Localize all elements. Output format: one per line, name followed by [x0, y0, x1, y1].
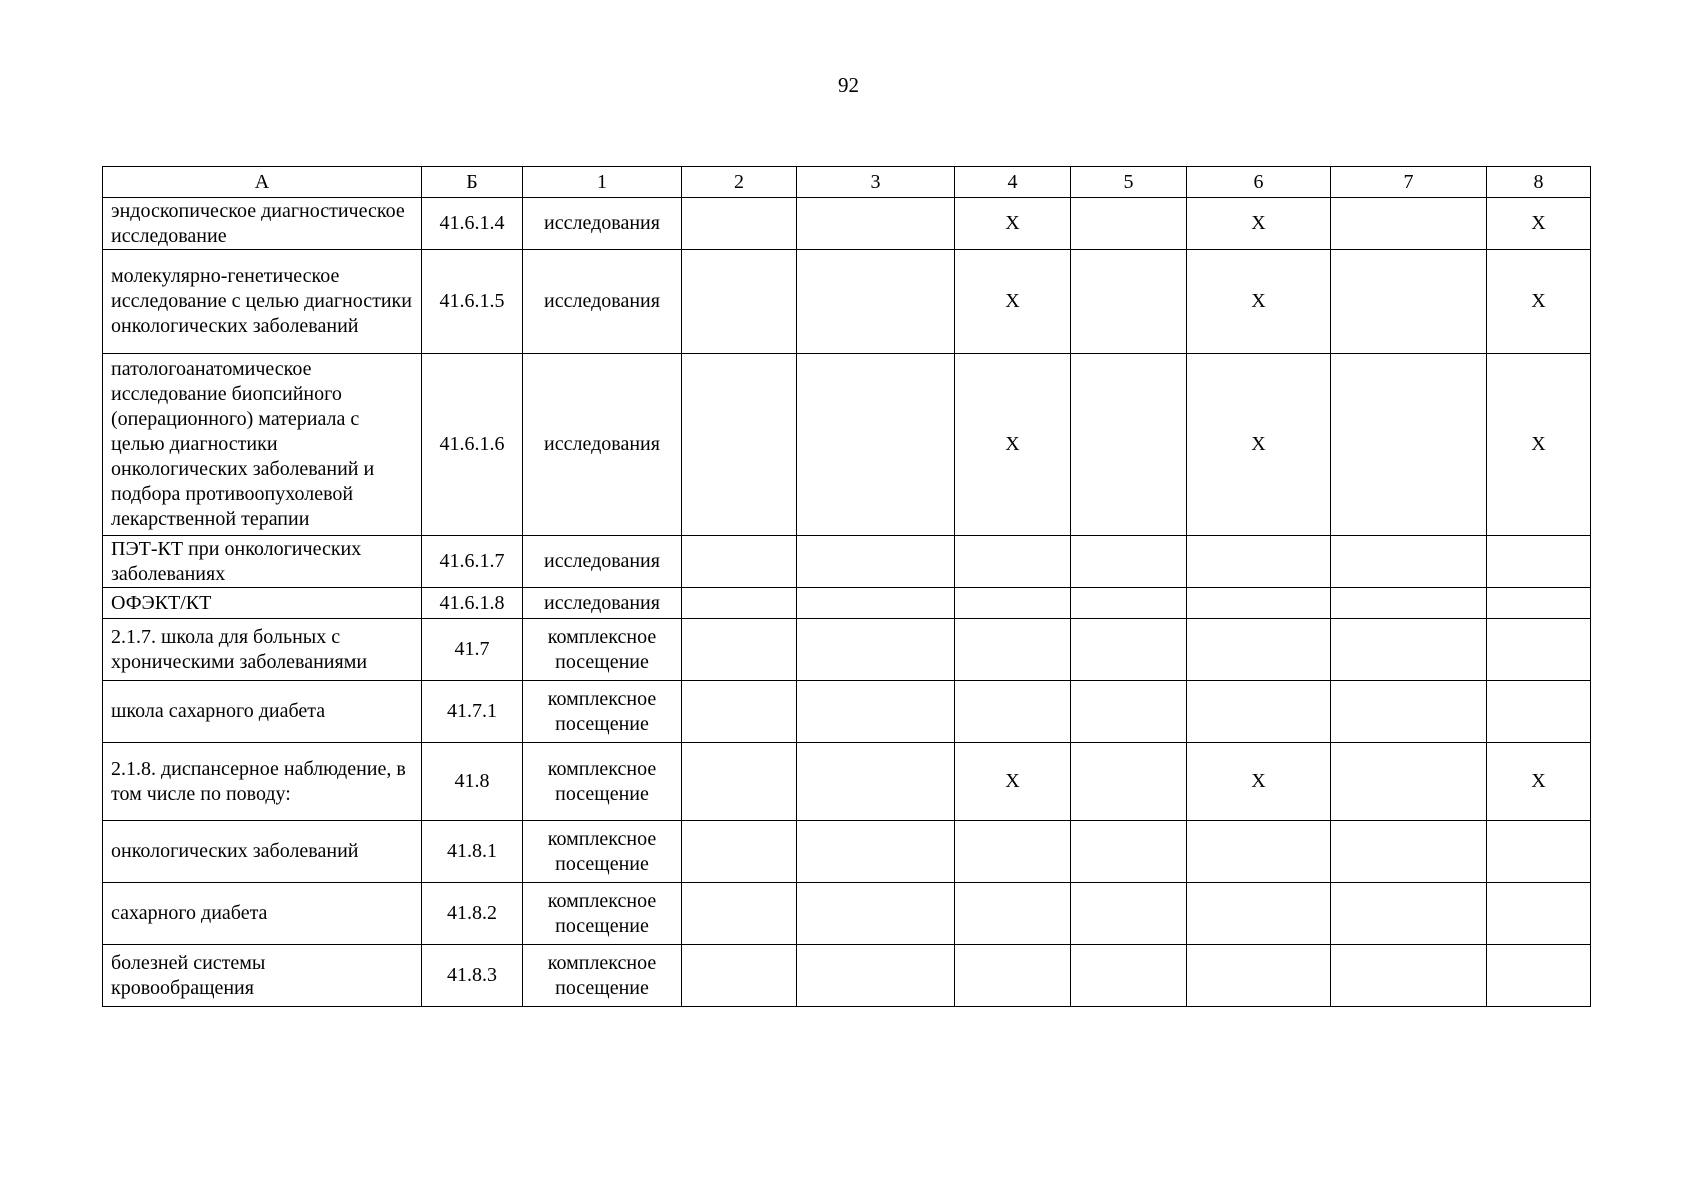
value-cell — [682, 354, 797, 536]
row-code-cell: 41.7.1 — [422, 681, 523, 743]
table-row — [103, 619, 1591, 681]
value-cell — [1071, 821, 1187, 883]
value-cell: X — [1187, 198, 1331, 250]
value-cell — [1331, 945, 1487, 1007]
row-unit-cell: комплексное посещение — [523, 821, 682, 883]
column-header: 2 — [682, 167, 797, 198]
table-body — [103, 198, 1591, 1007]
row-code-cell: 41.6.1.6 — [422, 354, 523, 536]
row-unit-cell: комплексное посещение — [523, 619, 682, 681]
table-row — [103, 198, 1591, 250]
value-cell — [797, 536, 955, 588]
value-cell — [1487, 883, 1591, 945]
value-cell: X — [955, 198, 1071, 250]
row-code-cell: 41.8.1 — [422, 821, 523, 883]
value-cell — [1187, 945, 1331, 1007]
value-cell — [797, 250, 955, 354]
table-row — [103, 743, 1591, 821]
row-code-cell: 41.6.1.5 — [422, 250, 523, 354]
value-cell — [955, 536, 1071, 588]
value-cell — [1071, 588, 1187, 619]
table-row — [103, 945, 1591, 1007]
value-cell — [955, 588, 1071, 619]
value-cell — [797, 945, 955, 1007]
value-cell — [1187, 681, 1331, 743]
table-row — [103, 588, 1591, 619]
value-cell — [682, 250, 797, 354]
column-header: 7 — [1331, 167, 1487, 198]
row-unit-cell: комплексное посещение — [523, 681, 682, 743]
value-cell — [1071, 536, 1187, 588]
value-cell — [1071, 681, 1187, 743]
value-cell — [682, 945, 797, 1007]
value-cell — [1331, 619, 1487, 681]
column-header: 6 — [1187, 167, 1331, 198]
value-cell — [797, 883, 955, 945]
row-name-cell: 2.1.8. диспансерное наблюдение, в том числе по поводу: — [103, 743, 422, 821]
row-code-cell: 41.8 — [422, 743, 523, 821]
value-cell — [1487, 619, 1591, 681]
value-cell — [955, 945, 1071, 1007]
value-cell — [682, 743, 797, 821]
value-cell — [1071, 198, 1187, 250]
value-cell — [1071, 619, 1187, 681]
column-header: А — [103, 167, 422, 198]
row-unit-cell: комплексное посещение — [523, 883, 682, 945]
value-cell — [955, 883, 1071, 945]
value-cell — [1487, 588, 1591, 619]
value-cell — [1487, 681, 1591, 743]
value-cell: X — [1187, 743, 1331, 821]
value-cell — [682, 536, 797, 588]
value-cell — [1331, 588, 1487, 619]
row-unit-cell: исследования — [523, 536, 682, 588]
value-cell — [1487, 821, 1591, 883]
value-cell: X — [1487, 743, 1591, 821]
value-cell — [1071, 883, 1187, 945]
row-code-cell: 41.7 — [422, 619, 523, 681]
row-name-cell: сахарного диабета — [103, 883, 422, 945]
table-row — [103, 821, 1591, 883]
value-cell — [1187, 536, 1331, 588]
table-row — [103, 681, 1591, 743]
value-cell — [797, 198, 955, 250]
row-code-cell: 41.8.2 — [422, 883, 523, 945]
row-name-cell: болезней системы кровообращения — [103, 945, 422, 1007]
value-cell — [1331, 681, 1487, 743]
value-cell — [797, 354, 955, 536]
column-header: 5 — [1071, 167, 1187, 198]
value-cell — [1331, 354, 1487, 536]
row-code-cell: 41.6.1.4 — [422, 198, 523, 250]
value-cell: X — [1187, 354, 1331, 536]
value-cell: X — [1487, 354, 1591, 536]
value-cell: X — [1187, 250, 1331, 354]
value-cell — [682, 821, 797, 883]
row-name-cell: молекулярно-генетическое исследование с целью диагностики онкологических заболеваний — [103, 250, 422, 354]
row-name-cell: эндоскопическое диагностическое исследование — [103, 198, 422, 250]
value-cell — [1487, 536, 1591, 588]
table-row — [103, 250, 1591, 354]
value-cell: X — [955, 354, 1071, 536]
value-cell — [1331, 821, 1487, 883]
data-table — [102, 166, 1591, 1007]
row-name-cell: онкологических заболеваний — [103, 821, 422, 883]
value-cell — [955, 619, 1071, 681]
row-code-cell: 41.6.1.8 — [422, 588, 523, 619]
column-header: 3 — [797, 167, 955, 198]
value-cell — [797, 619, 955, 681]
page-number: 92 — [838, 73, 859, 97]
column-header: 4 — [955, 167, 1071, 198]
table-row — [103, 536, 1591, 588]
value-cell — [1071, 743, 1187, 821]
value-cell — [1187, 619, 1331, 681]
row-name-cell: ПЭТ-КТ при онкологических заболеваниях — [103, 536, 422, 588]
value-cell — [1331, 250, 1487, 354]
table-row — [103, 354, 1591, 536]
value-cell — [1331, 536, 1487, 588]
row-unit-cell: комплексное посещение — [523, 945, 682, 1007]
row-unit-cell: исследования — [523, 198, 682, 250]
value-cell: X — [955, 250, 1071, 354]
value-cell — [797, 681, 955, 743]
column-header: Б — [422, 167, 523, 198]
value-cell — [1071, 945, 1187, 1007]
value-cell — [797, 743, 955, 821]
value-cell — [682, 588, 797, 619]
value-cell — [682, 198, 797, 250]
row-name-cell: 2.1.7. школа для больных с хроническими заболеваниями — [103, 619, 422, 681]
value-cell — [1071, 250, 1187, 354]
row-code-cell: 41.8.3 — [422, 945, 523, 1007]
row-unit-cell: исследования — [523, 354, 682, 536]
value-cell — [682, 619, 797, 681]
value-cell: X — [1487, 198, 1591, 250]
value-cell — [1331, 743, 1487, 821]
value-cell — [1487, 945, 1591, 1007]
row-unit-cell: исследования — [523, 588, 682, 619]
value-cell — [797, 821, 955, 883]
row-unit-cell: исследования — [523, 250, 682, 354]
row-code-cell: 41.6.1.7 — [422, 536, 523, 588]
column-header: 1 — [523, 167, 682, 198]
value-cell — [797, 588, 955, 619]
value-cell — [1187, 588, 1331, 619]
table-header-row — [103, 167, 1591, 198]
value-cell — [682, 883, 797, 945]
value-cell — [1187, 821, 1331, 883]
row-name-cell: патологоанатомическое исследование биопсийного (операционного) материала с целью диагностики онкологических заболеваний и подбора противоопухолевой лекарственной терапии — [103, 354, 422, 536]
value-cell — [1331, 883, 1487, 945]
value-cell — [1331, 198, 1487, 250]
value-cell — [955, 821, 1071, 883]
value-cell — [1187, 883, 1331, 945]
row-name-cell: ОФЭКТ/КТ — [103, 588, 422, 619]
value-cell — [955, 681, 1071, 743]
row-name-cell: школа сахарного диабета — [103, 681, 422, 743]
table-row — [103, 883, 1591, 945]
value-cell — [1071, 354, 1187, 536]
row-unit-cell: комплексное посещение — [523, 743, 682, 821]
column-header: 8 — [1487, 167, 1591, 198]
value-cell: X — [1487, 250, 1591, 354]
value-cell — [682, 681, 797, 743]
value-cell: X — [955, 743, 1071, 821]
